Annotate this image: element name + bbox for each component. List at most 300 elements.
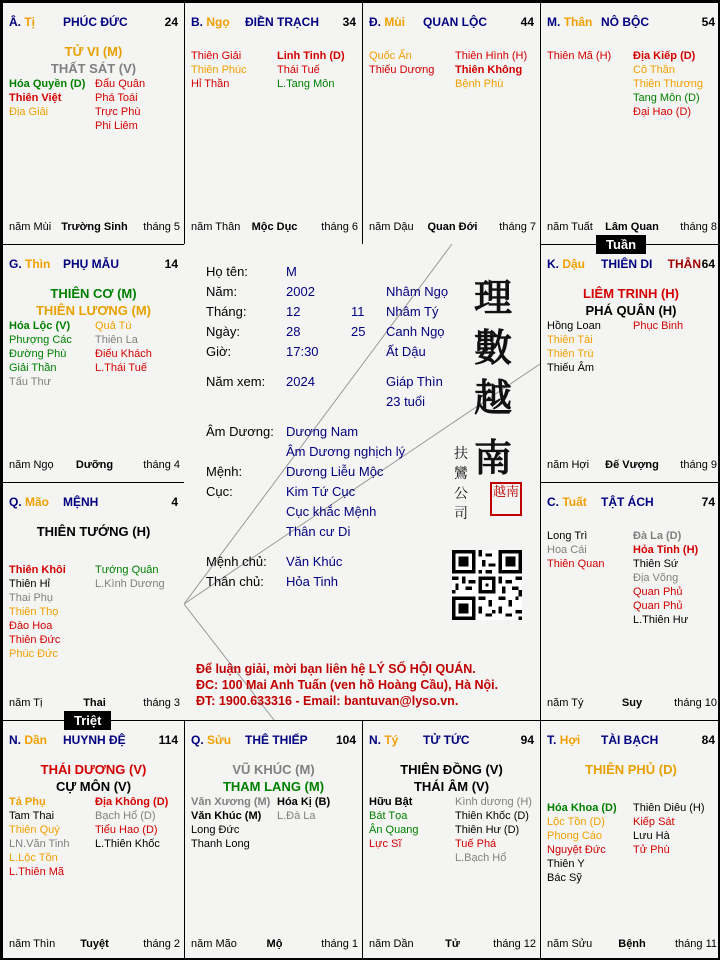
life-stage: Trường Sinh [61,221,128,233]
minor-stars-left [191,49,247,91]
palace-cell-tuat[interactable] [540,482,720,721]
small-calligraphy-1: 扶 [454,446,468,462]
minor-star: Thanh Long [191,838,250,850]
minor-star: Thiên Giải [191,50,242,62]
stem-code: Q. [9,495,22,509]
palace-footer [547,221,717,235]
year-label: năm Tý [547,697,584,709]
palace-header [191,15,356,31]
minor-star: Địa Không (D) [95,796,169,808]
minor-star: Hoa Cái [547,544,587,556]
minor-star: Tướng Quân [95,564,159,576]
minor-star: Quả Tú [95,320,132,332]
branch-label [191,15,230,29]
life-stage: Mộc Dục [251,221,298,233]
small-calligraphy-4: 司 [454,506,468,522]
minor-star: Thiên Sứ [633,558,679,570]
palace-age-number: 24 [164,15,178,29]
stem-code: G. [9,257,22,271]
palace-name: TỬ TỨC [423,733,470,747]
minor-stars-left [9,77,85,119]
life-stage: Mộ [266,938,283,950]
palace-cell-ngo[interactable] [184,2,363,245]
minor-star: Bát Tọa [369,810,408,822]
minor-star: Lộc Tồn (D) [547,816,605,828]
palace-name: TÀI BẠCH [601,733,659,747]
minor-star: Thiếu Âm [547,362,595,374]
minor-stars-left [547,319,601,375]
stem-code: Q. [191,733,204,747]
life-stage: Tuyệt [80,938,109,950]
minor-star: Long Trì [547,530,588,542]
palace-header [547,495,715,511]
menh-label: Mệnh: [206,464,243,479]
stem-code: M. [547,15,561,29]
month-label: tháng 2 [143,938,180,950]
center-info-panel [184,244,540,720]
minor-star: Thiên Phúc [191,64,247,76]
name-label: Họ tên: [206,264,248,279]
minor-star: Ân Quang [369,824,419,836]
minor-star: L.Lộc Tồn [9,852,58,864]
main-star: THÁI DƯƠNG (V) [40,762,147,777]
palace-footer [9,459,180,473]
year-label: Năm: [206,284,238,299]
minor-star: Phi Liêm [95,120,138,132]
palace-name: NÔ BỘC [601,15,649,29]
main-stars [3,761,184,795]
branch-name: Dần [24,733,48,747]
minor-stars-right [455,49,527,91]
month-label: tháng 11 [674,938,717,950]
minor-star: Tang Môn (D) [633,92,700,104]
branch-label [9,733,47,747]
branch-name: Sửu [207,733,232,747]
minor-star: Thiên Đức [9,634,61,646]
minor-star: Thiên Hư (D) [455,824,520,836]
branch-label [547,257,585,271]
calligraphy-char-2: 數 [474,325,513,370]
palace-header [9,733,178,749]
cuc-value-2: Cục khắc Mệnh [286,504,377,519]
name-value: M [286,264,297,279]
minor-star: Lực Sĩ [369,838,402,850]
branch-name: Ngọ [206,15,230,29]
triet-marker: Triệt [64,711,111,730]
minor-star: Thiên Hình (H) [455,50,528,62]
year-label: năm Tuất [547,221,593,233]
stem-code: T. [547,733,557,747]
life-stage: Lâm Quan [605,221,659,233]
minor-star: Tử Phù [633,844,670,856]
small-calligraphy-2: 鸞 [454,466,468,482]
view-year-label: Năm xem: [206,374,266,389]
small-calligraphy-3: 公 [454,486,468,502]
minor-stars-left [547,801,617,885]
month-label: Tháng: [206,304,247,319]
minor-star: Hóa Lộc (V) [9,320,71,332]
minor-stars-left [547,49,611,63]
branch-label [547,15,592,29]
minor-stars-left [9,563,66,661]
day-label: Ngày: [206,324,240,339]
month-label: tháng 6 [321,221,358,233]
minor-star: Hữu Bật [369,796,413,808]
minor-star: L.Thái Tuế [95,362,147,374]
menh-chu-value: Văn Khúc [286,554,343,569]
palace-footer [547,697,717,711]
palace-footer [191,938,358,952]
stem-code: N. [369,733,381,747]
main-star: LIÊM TRINH (H) [582,286,680,301]
age-value: 23 tuổi [386,394,426,409]
palace-header [547,257,715,273]
palace-name: MỆNH [63,495,99,509]
minor-star: Thiên Thọ [9,606,59,618]
yinyang-value-1: Dương Nam [286,424,359,439]
day-lunar-num: 25 [351,324,366,339]
main-star: THAM LANG (M) [222,779,325,794]
hour-lunar: Ất Dậu [386,344,426,359]
month-label: tháng 9 [680,459,717,471]
main-star: THIÊN CƠ (M) [50,286,137,301]
minor-star: Hóa Quyền (D) [9,78,86,90]
branch-label [191,733,231,747]
main-star: TỬ VI (M) [64,44,123,59]
minor-star: Đẩu Quân [95,78,146,90]
palace-name: TẬT ÁCH [601,495,654,509]
year-label: năm Tị [9,697,43,709]
minor-star: L.Thiên Khốc [95,838,160,850]
calligraphy-char-1: 理 [474,275,513,320]
contact-line-1: Để luận giải, mời bạn liên hệ LÝ SỐ HỘI QUÁN. [196,662,476,676]
palace-cell-thin[interactable] [2,244,185,483]
minor-star: Thiên Tài [547,334,593,346]
year-lunar: Nhâm Ngọ [386,284,449,299]
yinyang-label: Âm Dương: [206,424,274,439]
life-stage: Quan Đới [427,221,478,233]
branch-label [547,733,580,747]
contact-address: ĐC: 100 Mai Anh Tuấn (ven hồ Hoàng Cầu), Hà Nội. [196,678,499,692]
than-marker: THÂN [667,257,701,271]
palace-header [547,733,715,749]
stem-code: B. [191,15,203,29]
palace-footer [547,938,717,952]
year-label: năm Thìn [9,938,56,950]
main-stars [541,285,720,319]
minor-stars-right [277,49,345,91]
view-year-lunar: Giáp Thìn [386,374,443,389]
minor-star: Tam Thai [9,810,55,822]
branch-name: Dậu [562,257,586,271]
minor-star: Thiếu Dương [369,64,435,76]
branch-name: Hợi [559,733,581,747]
palace-cell-ti[interactable] [362,720,541,960]
palace-age-number: 4 [171,495,178,509]
minor-stars-right [277,795,330,823]
minor-star: Địa Kiếp (D) [633,50,696,62]
minor-star: L.Bạch Hổ [455,852,507,864]
minor-stars-right [95,77,145,133]
minor-star: Kình dương (H) [455,796,532,808]
palace-cell-hoi[interactable] [540,720,720,960]
than-chu-label: Thân chủ: [206,574,264,589]
minor-star: Giải Thần [9,362,57,374]
stem-code: Â. [9,15,21,29]
palace-name: PHÚC ĐỨC [63,15,128,29]
minor-star: Thiên Diêu (H) [633,802,705,814]
minor-star: Thái Tuế [277,64,320,76]
minor-star: Phượng Các [9,334,72,346]
minor-stars-left [547,529,604,571]
minor-star: Văn Xương (M) [191,796,271,808]
palace-header [9,257,178,273]
minor-star: Quan Phủ [633,586,683,598]
main-star: PHÁ QUÂN (H) [585,303,677,318]
stem-code: C. [547,495,559,509]
than-chu-value: Hỏa Tinh [286,574,339,589]
palace-age-number: 84 [701,733,715,747]
life-stage: Bệnh [618,938,646,950]
minor-star: Thiên Hỉ [9,578,50,590]
minor-stars-left [191,795,270,851]
year-label: năm Thân [191,221,241,233]
cuc-value-3: Thân cư Di [286,524,351,539]
minor-stars-right [455,795,532,865]
palace-age-number: 64 [701,257,715,271]
palace-footer [9,938,180,952]
minor-stars-left [9,319,72,389]
palace-header [191,733,356,749]
minor-star: Thiên Mã (H) [547,50,612,62]
minor-star: Thiên Thương [633,78,704,90]
palace-name: ĐIỀN TRẠCH [245,15,319,29]
palace-cell-suu[interactable] [184,720,363,960]
palace-name: THÊ THIẾP [245,733,308,747]
minor-star: L.Đà La [277,810,316,822]
minor-star: Kiếp Sát [633,816,675,828]
minor-star: Bác Sỹ [547,872,582,884]
main-stars [363,761,540,795]
minor-stars-left [369,795,419,851]
minor-star: L.Thiên Mã [9,866,65,878]
branch-label [369,15,405,29]
minor-star: Đường Phù [9,348,67,360]
palace-cell-than[interactable] [540,2,720,245]
minor-star: Lưu Hà [633,830,670,842]
minor-star: Tả Phụ [9,796,46,808]
minor-star: Trực Phù [95,106,141,118]
branch-name: Mão [25,495,50,509]
branch-label [547,495,587,509]
minor-star: Hỉ Thần [191,78,230,90]
minor-star: Tiểu Hao (D) [95,824,158,836]
branch-label [9,15,35,29]
minor-star: Bạch Hổ (D) [95,810,156,822]
cuc-label: Cục: [206,484,233,499]
minor-star: Thiên La [95,334,138,346]
main-star: THIÊN ĐỒNG (V) [400,762,503,777]
palace-footer [369,221,536,235]
minor-star: Phục Binh [633,320,684,332]
year-label: năm Dần [369,938,414,950]
cuc-value-1: Kim Tứ Cục [286,484,356,499]
year-label: năm Mùi [9,221,52,233]
contact-phone-email[interactable]: ĐT: 1900.633316 - Email: bantuvan@lyso.vn. [196,694,459,708]
view-year-value: 2024 [286,374,315,389]
tuan-marker: Tuần [596,235,646,254]
main-stars [541,761,720,778]
month-lunar: Nhâm Tý [386,304,439,319]
minor-star: Phá Toái [95,92,138,104]
palace-name: PHỤ MẪU [63,257,119,271]
month-label: tháng 10 [674,697,717,709]
minor-stars-right [633,801,705,857]
stem-code: N. [9,733,21,747]
minor-star: LN.Văn Tinh [9,838,70,850]
minor-stars-left [369,49,434,77]
palace-footer [547,459,717,473]
month-label: tháng 12 [493,938,536,950]
minor-star: Tấu Thư [9,376,52,388]
minor-star: Thiên Quý [9,824,60,836]
main-star: VŨ KHÚC (M) [232,762,315,777]
main-stars [3,43,184,77]
year-label: năm Mão [191,938,237,950]
branch-name: Tý [384,733,399,747]
main-stars [185,761,362,795]
branch-label [369,733,398,747]
minor-star: Bệnh Phù [455,78,504,90]
month-label: tháng 4 [143,459,180,471]
minor-star: Đại Hao (D) [633,106,692,118]
palace-cell-dan[interactable] [2,720,185,960]
minor-star: Hóa Kị (B) [277,796,331,808]
palace-age-number: 94 [520,733,534,747]
minor-star: Văn Khúc (M) [191,810,262,822]
minor-stars-right [95,795,168,851]
main-star: THẤT SÁT (V) [50,61,137,76]
minor-star: Tuế Phá [455,838,497,850]
branch-name: Tuất [562,495,587,509]
main-star: CỰ MÔN (V) [55,779,132,794]
minor-star: Đà La (D) [633,530,682,542]
minor-star: Thiên Khôi [9,564,66,576]
palace-header [9,15,178,31]
palace-cell-mui[interactable] [362,2,541,245]
life-stage: Dưỡng [75,459,114,471]
month-lunar-num: 11 [351,304,365,319]
minor-star: Quốc Ấn [369,50,412,62]
minor-stars-right [633,49,703,119]
minor-star: Thiên Việt [9,92,62,104]
palace-cell-mao[interactable] [2,482,185,721]
minor-star: Địa Võng [633,572,679,584]
menh-value: Dương Liễu Mộc [286,464,384,479]
year-label: năm Sửu [547,938,593,950]
calligraphy-char-3: 越 [474,375,513,420]
menh-chu-label: Mệnh chủ: [206,554,267,569]
minor-star: Phong Cáo [547,830,603,842]
branch-label [9,495,49,509]
minor-star: Địa Giải [9,106,49,118]
palace-footer [9,221,180,235]
palace-name: THIÊN DI [601,257,653,271]
month-label: tháng 3 [143,697,180,709]
minor-star: Linh Tinh (D) [277,50,345,62]
palace-cell-dau[interactable] [540,244,720,483]
minor-star: Đào Hoa [9,620,53,632]
day-solar: 28 [286,324,301,339]
calligraphy-char-4: 南 [474,435,513,480]
palace-header [9,495,178,511]
main-star: THÁI ÂM (V) [413,779,490,794]
minor-stars-right [633,319,683,333]
minor-stars-right [633,529,698,627]
red-seal-stamp: 越南 [490,482,522,516]
palace-age-number: 74 [701,495,715,509]
main-stars [3,523,184,540]
minor-star: Thai Phụ [9,592,54,604]
minor-star: L.Kình Dương [95,578,165,590]
month-solar: 12 [286,304,301,319]
palace-age-number: 14 [164,257,178,271]
year-label: năm Ngọ [9,459,54,471]
palace-header [547,15,715,31]
year-label: năm Dậu [369,221,414,233]
palace-footer [9,697,180,711]
month-label: tháng 1 [321,938,358,950]
palace-footer [191,221,358,235]
minor-star: Thiên Không [455,64,523,76]
minor-star: Nguyệt Đức [547,844,606,856]
minor-star: Thiên Quan [547,558,605,570]
minor-star: Phúc Đức [9,648,58,660]
hour-value: 17:30 [286,344,319,359]
branch-name: Tị [24,15,36,29]
minor-star: Điếu Khách [95,348,152,360]
life-stage: Đế Vượng [605,459,659,471]
branch-label [9,257,50,271]
minor-star: Thiên Khốc (D) [455,810,529,822]
minor-stars-left [9,795,70,879]
life-stage: Suy [621,697,643,709]
month-label: tháng 7 [499,221,536,233]
palace-header [369,15,534,31]
life-stage: Tử [445,938,460,950]
palace-age-number: 34 [342,15,356,29]
year-label: năm Hợi [547,459,590,471]
palace-age-number: 104 [335,733,356,747]
palace-age-number: 54 [701,15,715,29]
palace-cell-ty[interactable] [2,2,185,245]
palace-age-number: 44 [520,15,534,29]
palace-footer [369,938,536,952]
stem-code: K. [547,257,559,271]
minor-star: Long Đức [191,824,240,836]
yinyang-value-2: Âm Dương nghịch lý [286,444,406,459]
stem-code: Đ. [369,15,381,29]
minor-star: Quan Phủ [633,600,683,612]
palace-name: QUAN LỘC [423,15,487,29]
palace-name: HUYNH ĐỆ [63,733,126,747]
minor-star: Thiên Trù [547,348,594,360]
minor-star: Hồng Loan [547,320,601,332]
qr-code-icon [452,550,522,620]
life-stage: Thai [83,697,106,709]
main-star: THIÊN PHỦ (D) [585,762,677,777]
year-solar: 2002 [286,284,315,299]
